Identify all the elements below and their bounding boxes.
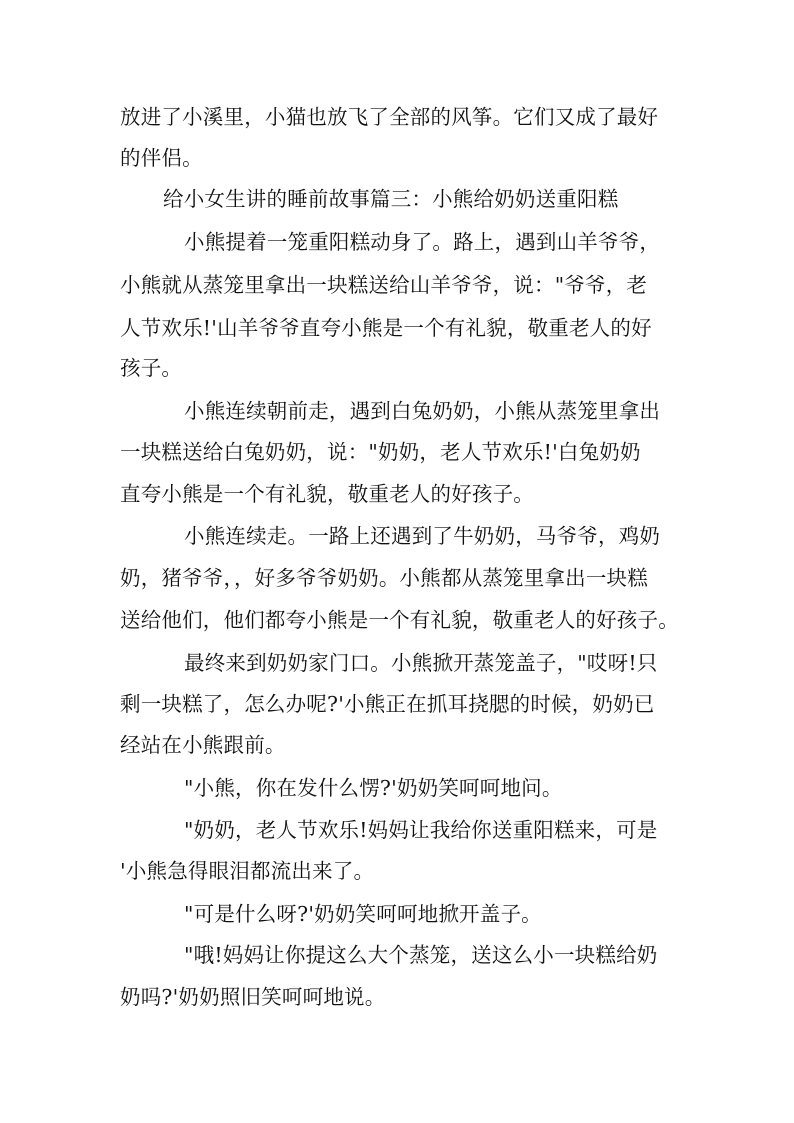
- text-line: 剩一块糕了，怎么办呢?'小熊正在抓耳挠腮的时候，奶奶已: [120, 692, 655, 716]
- text-line: 送给他们，他们都夸小熊是一个有礼貌，敬重老人的好孩子。: [120, 608, 679, 632]
- text-line: 奶吗?'奶奶照旧笑呵呵地说。: [120, 985, 386, 1009]
- text-line: 人节欢乐!'山羊爷爷直夸小熊是一个有礼貌，敬重老人的好: [120, 316, 652, 340]
- text-line: '小熊急得眼泪都流出来了。: [120, 859, 375, 883]
- text-line: 一块糕送给白兔奶奶，说："奶奶，老人节欢乐!'白兔奶奶: [120, 440, 641, 464]
- section-heading: 给小女生讲的睡前故事篇三：小熊给奶奶送重阳糕: [163, 187, 619, 211]
- text-line: 小熊连续走。一路上还遇到了牛奶奶，马爷爷，鸡奶: [184, 524, 661, 548]
- text-line: 的伴侣。: [120, 146, 203, 170]
- text-line: "小熊，你在发什么愣?'奶奶笑呵呵地问。: [184, 776, 563, 800]
- text-line: 放进了小溪里，小猫也放飞了全部的风筝。它们又成了最好: [120, 105, 659, 129]
- text-line: "可是什么呀?'奶奶笑呵呵地掀开盖子。: [184, 902, 542, 926]
- text-line: 小熊连续朝前走，遇到白兔奶奶，小熊从蒸笼里拿出: [184, 399, 661, 423]
- text-line: 经站在小熊跟前。: [120, 733, 286, 757]
- text-line: 直夸小熊是一个有礼貌，敬重老人的好孩子。: [120, 482, 534, 506]
- text-line: 小熊提着一笼重阳糕动身了。路上，遇到山羊爷爷，: [184, 230, 661, 254]
- text-line: 奶，猪爷爷，，好多爷爷奶奶。小熊都从蒸笼里拿出一块糕: [120, 566, 648, 590]
- text-line: 孩子。: [120, 356, 183, 380]
- text-line: "哦!妈妈让你提这么大个蒸笼，送这么小一块糕给奶: [184, 943, 658, 967]
- text-line: "奶奶，老人节欢乐!妈妈让我给你送重阳糕来，可是: [184, 818, 658, 842]
- text-line: 小熊就从蒸笼里拿出一块糕送给山羊爷爷，说："爷爷，老: [120, 273, 648, 297]
- text-line: 最终来到奶奶家门口。小熊掀开蒸笼盖子，"哎呀!只: [184, 651, 658, 675]
